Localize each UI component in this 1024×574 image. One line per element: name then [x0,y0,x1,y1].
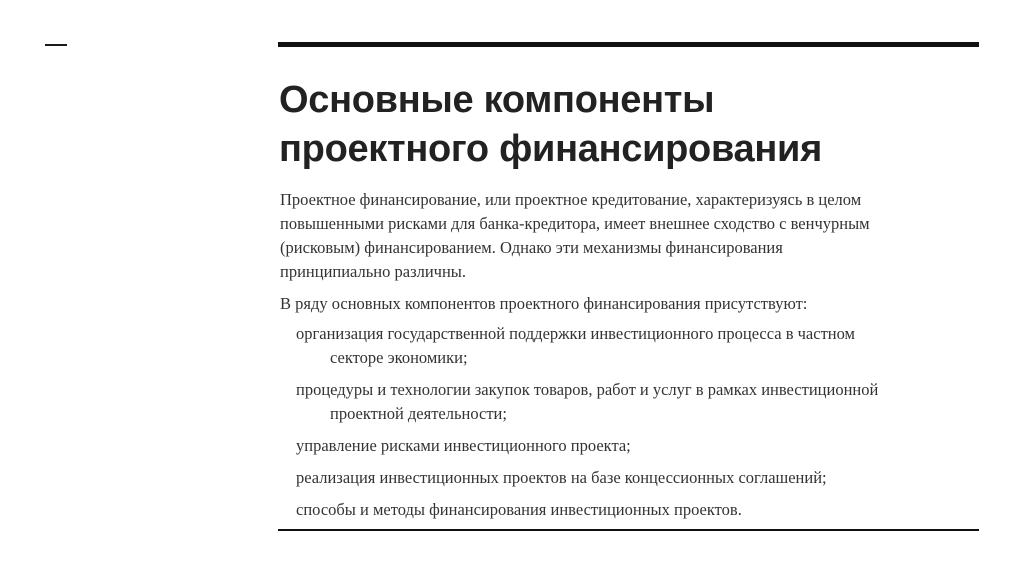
corner-dash-decoration [45,44,67,46]
title-line: проектного финансирования [279,128,822,170]
bottom-divider [278,529,979,531]
slide-body [280,188,980,522]
list-item-continuation: секторе экономики; [330,348,468,367]
title-line: Основные компоненты [279,79,715,121]
intro-line: Проектное финансирование, или проектное кредитование, характеризуясь в целом [280,190,862,209]
list-item [296,378,980,426]
list-item-text: управление рисками инвестиционного проекта; [296,436,631,455]
list-item-text: способы и методы финансирования инвестиционных проектов. [296,500,742,519]
intro-line: принципиально различны. [280,262,466,281]
intro-line: (рисковым) финансированием. Однако эти механизмы финансирования [280,238,783,257]
list-item-text: организация государственной поддержки инвестиционного процесса в частном [296,324,856,343]
list-item-text: процедуры и технологии закупок товаров, работ и услуг в рамках инвестиционной [296,380,879,399]
components-list [280,322,980,522]
list-item [296,498,980,522]
list-item [296,466,980,490]
list-item-text: реализация инвестиционных проектов на базе концессионных соглашений; [296,468,827,487]
intro-paragraph [280,188,980,284]
slide-title [279,76,979,174]
top-divider [278,42,979,47]
list-item [296,434,980,458]
intro-line: повышенными рисками для банка-кредитора, имеет внешнее сходство с венчурным [280,214,870,233]
list-lead-text: В ряду основных компонентов проектного финансирования присутствуют: [280,294,808,313]
list-item-continuation: проектной деятельности; [330,404,507,423]
list-lead [280,292,980,316]
list-item [296,322,980,370]
